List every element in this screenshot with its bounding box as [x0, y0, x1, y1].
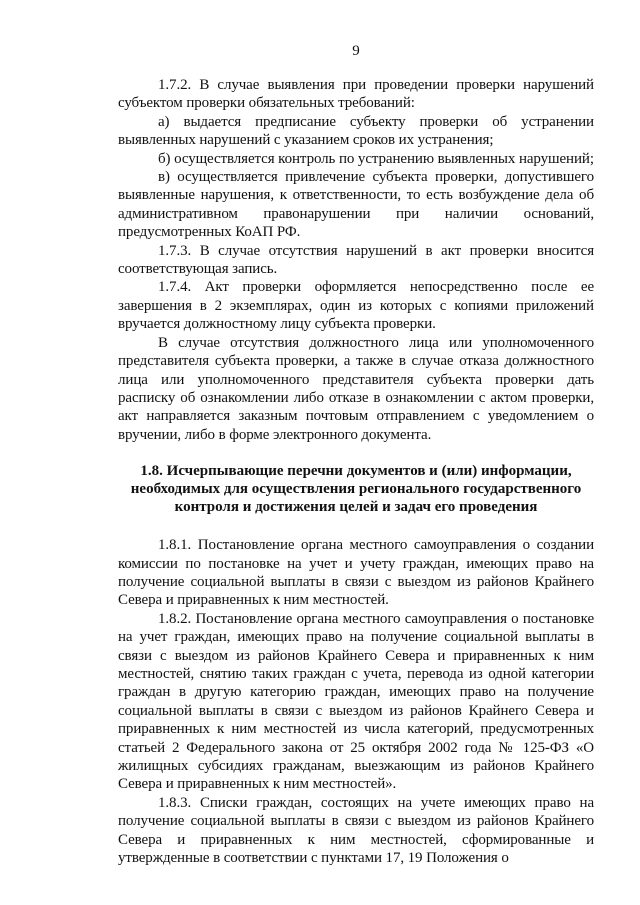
paragraph-absence-case: В случае отсутствия должностного лица или уполномоченного представителя субъекта проверки, а также в случае отказа должностного лица или уполномоченного представителя субъекта проверки дать расписку об ознакомлении либо отказе в ознакомлении с актом проверки, акт направляется заказным почтовым отправлением с уведомлением о вручении, либо в форме электронного документа.	[118, 334, 594, 443]
page-number: 9	[352, 43, 360, 59]
paragraph-item-a: а) выдается предписание субъекту проверки об устранении выявленных нарушений с указанием сроков их устранения;	[118, 113, 594, 149]
paragraph-item-v: в) осуществляется привлечение субъекта проверки, допустившего выявленные нарушения, к ответственности, то есть возбуждение дела об административном правонарушении при наличии оснований, предусмотренных КоАП РФ.	[118, 169, 594, 241]
section-heading-1-8: 1.8. Исчерпывающие перечни документов и (или) информации, необходимых для осуществления регионального государственного контроля и достижения целей и задач его проведения	[130, 463, 582, 516]
paragraph-item-b: б) осуществляется контроль по устранению выявленных нарушений;	[158, 150, 594, 167]
paragraph-1-8-1: 1.8.1. Постановление органа местного самоуправления о создании комиссии по постановке на учет и учету граждан, имеющих право на получение социальной выплаты в связи с выездом из районов Крайнего Севера и приравненных к ним местностей.	[118, 537, 594, 609]
paragraph-1-7-2: 1.7.2. В случае выявления при проведении проверки нарушений субъектом проверки обязательных требований:	[118, 77, 594, 112]
paragraph-1-7-4: 1.7.4. Акт проверки оформляется непосредственно после ее завершения в 2 экземплярах, один из которых с копиями приложений вручается должностному лицу субъекта проверки.	[118, 279, 594, 333]
paragraph-1-7-3: 1.7.3. В случае отсутствия нарушений в акт проверки вносится соответствующая запись.	[118, 242, 594, 278]
paragraph-1-8-2: 1.8.2. Постановление органа местного самоуправления о постановке на учет граждан, имеющих право на получение социальной выплаты в связи с выездом из районов Крайнего Севера и приравненных к ним местностей, снятию таких граждан с учета, перевода из одной категории граждан в другую категорию граждан, имеющих право на получение социальной выплаты в связи с выездом из районов Крайнего Севера и приравненных к ним местностей из числа категорий, предусмотренных статьей 2 Федерального закона от 25 октября 2002 года № 125-ФЗ «О жилищных субсидиях гражданам, выезжающим из районов Крайнего Севера и приравненных к ним местностей».	[118, 610, 594, 793]
paragraph-1-8-3: 1.8.3. Списки граждан, состоящих на учете имеющих право на получение социальной выплаты в связи с выездом из районов Крайнего Севера и приравненных к ним местностей, сформированные и утвержденные в соответствии с пунктами 17, 19 Положения о	[118, 794, 594, 867]
